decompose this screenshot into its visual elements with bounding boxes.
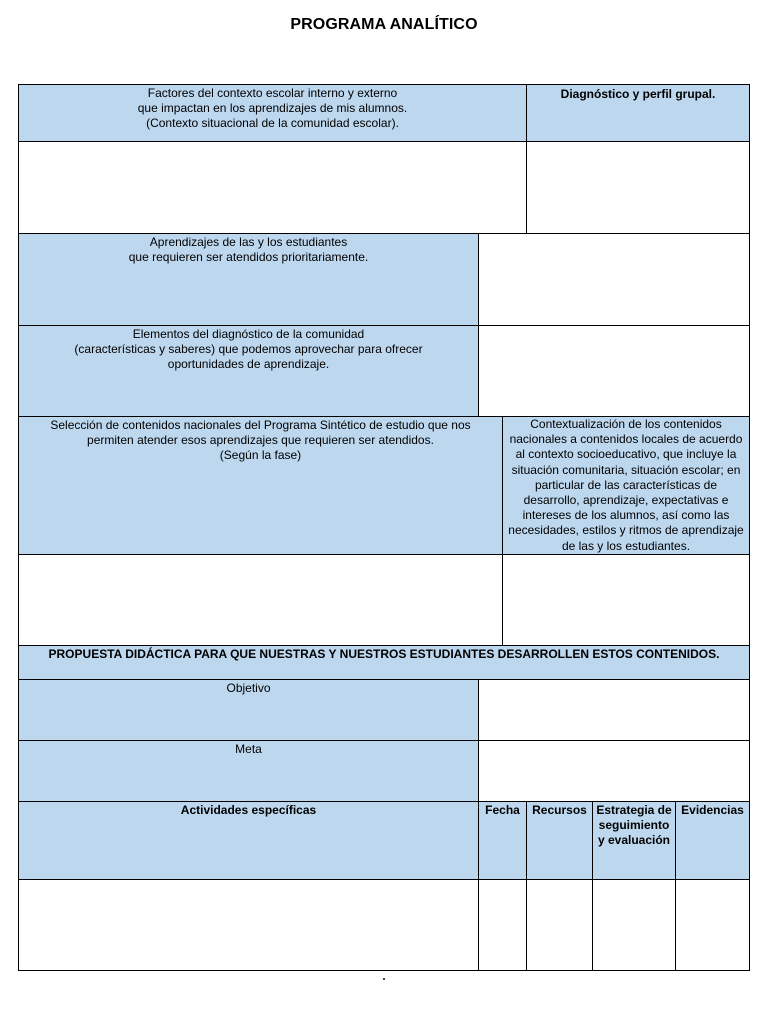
page-title: PROGRAMA ANALÍTICO <box>290 16 478 33</box>
meta-label: Meta <box>18 740 479 802</box>
recursos-input-area[interactable] <box>526 879 593 971</box>
seleccion-header: Selección de contenidos nacionales del Programa Sintético de estudio que nos permiten atender esos aprendizajes que requieren ser atendidos. (Según la fase) <box>18 416 503 555</box>
factores-input-area[interactable] <box>18 141 527 234</box>
factores-header: Factores del contexto escolar interno y externo que impactan en los aprendizajes de mis alumnos. (Contexto situacional de la comunidad escolar). <box>18 84 527 142</box>
col-header-fecha: Fecha <box>478 801 527 880</box>
col-header-recursos: Recursos <box>526 801 593 880</box>
fecha-input-area[interactable] <box>478 879 527 971</box>
diagnostico-header: Diagnóstico y perfil grupal. <box>526 84 750 142</box>
contextualizacion-input-area[interactable] <box>502 554 750 646</box>
elementos-header: Elementos del diagnóstico de la comunidad (características y saberes) que podemos aprovechar para ofrecer oportunidades de aprendizaje. <box>18 325 479 417</box>
aprendizajes-header: Aprendizajes de las y los estudiantes que requieren ser atendidos prioritariamente. <box>18 233 479 326</box>
page-mark <box>383 978 385 980</box>
col-header-actividades: Actividades específicas <box>18 801 479 880</box>
seleccion-input-area[interactable] <box>18 554 503 646</box>
elementos-input-area[interactable] <box>478 325 750 417</box>
objetivo-label: Objetivo <box>18 679 479 741</box>
contextualizacion-header: Contextualización de los contenidos nacionales a contenidos locales de acuerdo al contexto socioeducativo, que incluye la situación comunitaria, situación escolar; en particular de las características de desarrollo, aprendizaje, expectativas e intereses de los alumnos, así como las necesidades, estilos y ritmos de aprendizaje de las y los estudiantes. <box>502 416 750 555</box>
col-header-evidencias: Evidencias <box>675 801 750 880</box>
actividades-input-area[interactable] <box>18 879 479 971</box>
propuesta-heading: PROPUESTA DIDÁCTICA PARA QUE NUESTRAS Y NUESTROS ESTUDIANTES DESARROLLEN ESTOS CONTENIDOS. <box>18 645 750 680</box>
objetivo-input-area[interactable] <box>478 679 750 741</box>
diagnostico-input-area[interactable] <box>526 141 750 234</box>
meta-input-area[interactable] <box>478 740 750 802</box>
estrategia-input-area[interactable] <box>592 879 676 971</box>
col-header-estrategia: Estrategia de seguimiento y evaluación <box>592 801 676 880</box>
aprendizajes-input-area[interactable] <box>478 233 750 326</box>
evidencias-input-area[interactable] <box>675 879 750 971</box>
